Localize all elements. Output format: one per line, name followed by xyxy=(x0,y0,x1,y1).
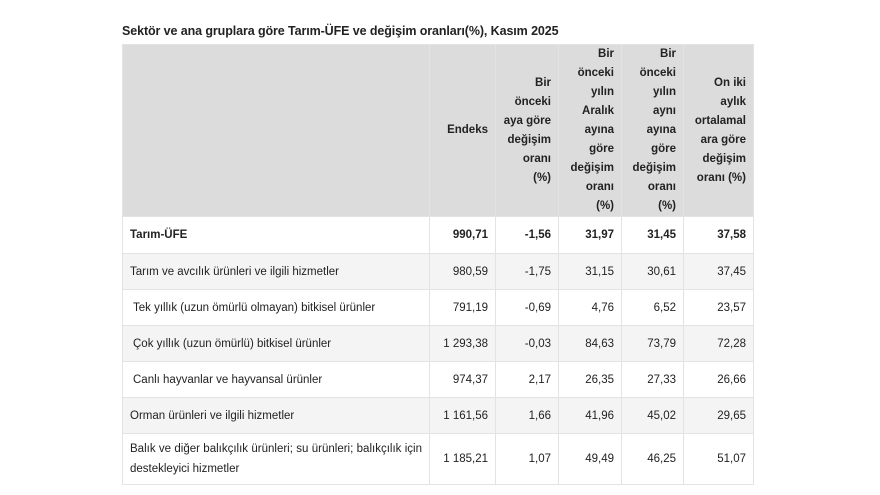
row-label: Çok yıllık (uzun ömürlü) bitkisel ürünler xyxy=(123,326,430,362)
header-cell-label xyxy=(123,45,430,217)
row-label: Tarım ve avcılık ürünleri ve ilgili hizmetler xyxy=(123,254,430,290)
cell-ytd-change: 49,49 xyxy=(559,434,622,485)
table-caption: Sektör ve ana gruplara göre Tarım-ÜFE ve değişim oranları(%), Kasım 2025 xyxy=(122,24,559,38)
header-cell-12m-avg-change: On iki aylık ortalamalara göre değişim oranı (%) xyxy=(684,45,754,217)
cell-monthly-change: -0,69 xyxy=(496,290,559,326)
table-row xyxy=(123,326,754,362)
cell-12m-avg-change: 51,07 xyxy=(684,434,754,485)
table-row xyxy=(123,434,754,485)
table-row xyxy=(123,254,754,290)
data-table xyxy=(122,44,754,485)
cell-yoy-change: 73,79 xyxy=(622,326,684,362)
cell-index: 1 161,56 xyxy=(430,398,496,434)
cell-index: 1 293,38 xyxy=(430,326,496,362)
header-cell-monthly-change: Bir önceki aya göre değişim oranı (%) xyxy=(496,45,559,217)
table-row xyxy=(123,362,754,398)
cell-index: 990,71 xyxy=(430,217,496,254)
cell-ytd-change: 31,15 xyxy=(559,254,622,290)
cell-index: 974,37 xyxy=(430,362,496,398)
cell-yoy-change: 45,02 xyxy=(622,398,684,434)
row-label: Tek yıllık (uzun ömürlü olmayan) bitkisel ürünler xyxy=(123,290,430,326)
cell-monthly-change: -0,03 xyxy=(496,326,559,362)
cell-index: 980,59 xyxy=(430,254,496,290)
cell-yoy-change: 46,25 xyxy=(622,434,684,485)
cell-ytd-change: 26,35 xyxy=(559,362,622,398)
header-cell-yoy-change: Bir önceki yılın aynı ayına göre değişim oranı (%) xyxy=(622,45,684,217)
table-row xyxy=(123,398,754,434)
cell-yoy-change: 31,45 xyxy=(622,217,684,254)
header-cell-ytd-change: Bir önceki yılın Aralık ayına göre değişim oranı (%) xyxy=(559,45,622,217)
cell-ytd-change: 41,96 xyxy=(559,398,622,434)
header-cell-index: Endeks xyxy=(430,45,496,217)
cell-monthly-change: -1,75 xyxy=(496,254,559,290)
row-label: Canlı hayvanlar ve hayvansal ürünler xyxy=(123,362,430,398)
cell-12m-avg-change: 37,58 xyxy=(684,217,754,254)
cell-ytd-change: 31,97 xyxy=(559,217,622,254)
cell-monthly-change: 2,17 xyxy=(496,362,559,398)
row-label: Tarım-ÜFE xyxy=(123,217,430,254)
cell-monthly-change: 1,07 xyxy=(496,434,559,485)
cell-monthly-change: -1,56 xyxy=(496,217,559,254)
header-row xyxy=(123,45,754,217)
cell-12m-avg-change: 29,65 xyxy=(684,398,754,434)
cell-ytd-change: 4,76 xyxy=(559,290,622,326)
cell-12m-avg-change: 26,66 xyxy=(684,362,754,398)
cell-12m-avg-change: 72,28 xyxy=(684,326,754,362)
table-row xyxy=(123,217,754,254)
table-row xyxy=(123,290,754,326)
cell-ytd-change: 84,63 xyxy=(559,326,622,362)
cell-yoy-change: 6,52 xyxy=(622,290,684,326)
cell-12m-avg-change: 23,57 xyxy=(684,290,754,326)
row-label: Orman ürünleri ve ilgili hizmetler xyxy=(123,398,430,434)
cell-12m-avg-change: 37,45 xyxy=(684,254,754,290)
cell-yoy-change: 30,61 xyxy=(622,254,684,290)
cell-index: 791,19 xyxy=(430,290,496,326)
cell-index: 1 185,21 xyxy=(430,434,496,485)
row-label: Balık ve diğer balıkçılık ürünleri; su ürünleri; balıkçılık için destekleyici hizmetler xyxy=(123,434,430,485)
cell-monthly-change: 1,66 xyxy=(496,398,559,434)
cell-yoy-change: 27,33 xyxy=(622,362,684,398)
